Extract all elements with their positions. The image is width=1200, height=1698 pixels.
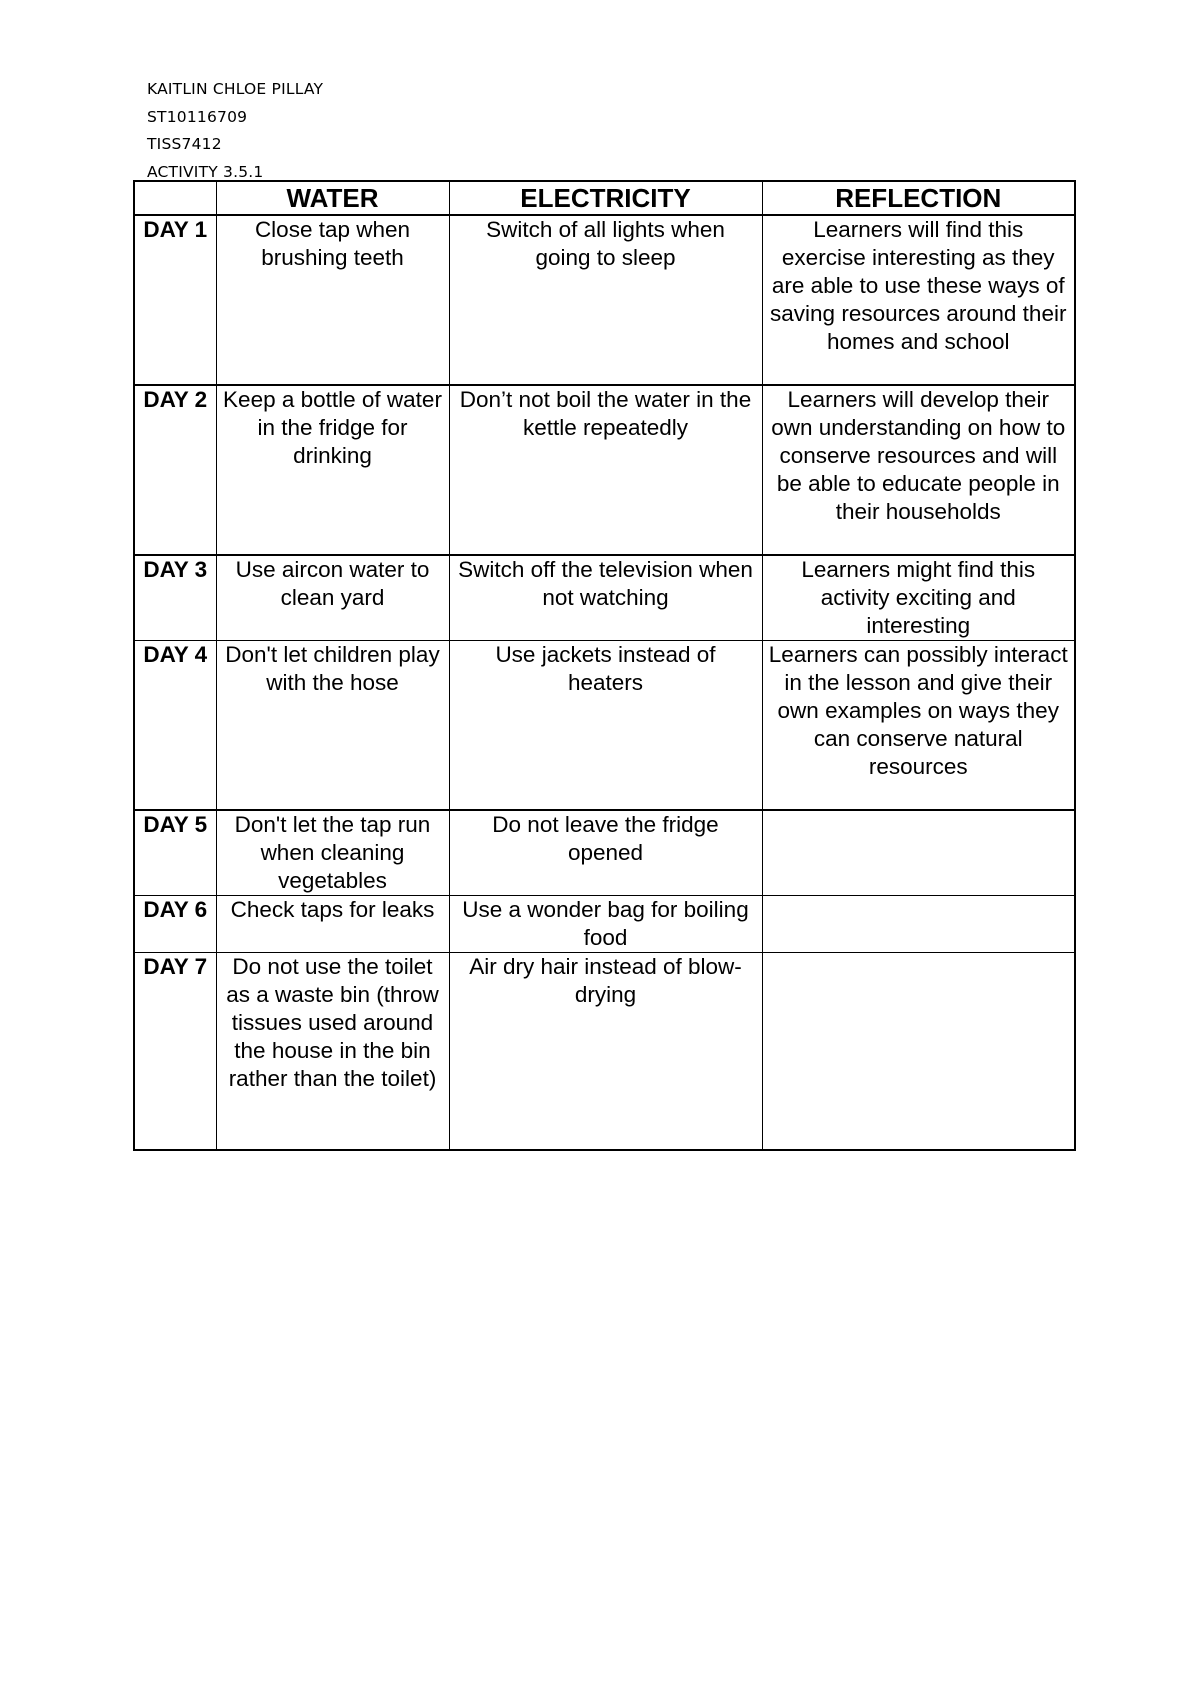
document-header	[147, 76, 323, 186]
day-cell: DAY 7	[134, 953, 216, 1151]
reflection-cell: Learners might find this activity exciting and interesting	[762, 555, 1075, 641]
electricity-cell: Air dry hair instead of blow-drying	[449, 953, 762, 1151]
day-cell: DAY 2	[134, 385, 216, 555]
reflection-cell	[762, 896, 1075, 953]
day-cell: DAY 1	[134, 215, 216, 385]
reflection-cell: Learners can possibly interact in the lesson and give their own examples on ways they can conserve natural resources	[762, 641, 1075, 811]
day-cell: DAY 6	[134, 896, 216, 953]
water-cell: Don't let children play with the hose	[216, 641, 449, 811]
column-header-electricity: ELECTRICITY	[449, 181, 762, 215]
water-cell: Keep a bottle of water in the fridge for drinking	[216, 385, 449, 555]
electricity-cell: Switch of all lights when going to sleep	[449, 215, 762, 385]
electricity-cell: Do not leave the fridge opened	[449, 810, 762, 896]
table-row	[134, 896, 1075, 953]
activity-title: ACTIVITY 3.5.1	[147, 162, 264, 181]
table-row	[134, 385, 1075, 555]
water-cell: Do not use the toilet as a waste bin (throw tissues used around the house in the bin rather than the toilet)	[216, 953, 449, 1151]
table-row	[134, 641, 1075, 811]
electricity-cell: Don’t not boil the water in the kettle repeatedly	[449, 385, 762, 555]
water-cell: Check taps for leaks	[216, 896, 449, 953]
module-code: TISS7412	[147, 135, 222, 153]
reflection-cell	[762, 810, 1075, 896]
electricity-cell: Use a wonder bag for boiling food	[449, 896, 762, 953]
table-row	[134, 215, 1075, 385]
table-row	[134, 555, 1075, 641]
column-header-reflection: REFLECTION	[762, 181, 1075, 215]
water-cell: Don't let the tap run when cleaning vegetables	[216, 810, 449, 896]
column-header-day	[134, 181, 216, 215]
electricity-cell: Use jackets instead of heaters	[449, 641, 762, 811]
electricity-cell: Switch off the television when not watching	[449, 555, 762, 641]
reflection-cell	[762, 953, 1075, 1151]
table-row	[134, 953, 1075, 1151]
water-cell: Close tap when brushing teeth	[216, 215, 449, 385]
reflection-cell: Learners will develop their own understanding on how to conserve resources and will be able to educate people in their households	[762, 385, 1075, 555]
water-cell: Use aircon water to clean yard	[216, 555, 449, 641]
resource-saving-table	[133, 180, 1076, 1151]
table-header-row	[134, 181, 1075, 215]
column-header-water: WATER	[216, 181, 449, 215]
reflection-cell: Learners will find this exercise interesting as they are able to use these ways of saving resources around their homes and school	[762, 215, 1075, 385]
student-number: ST10116709	[147, 107, 248, 126]
table-row	[134, 810, 1075, 896]
day-cell: DAY 4	[134, 641, 216, 811]
student-name: KAITLIN CHLOE PILLAY	[147, 80, 324, 98]
day-cell: DAY 3	[134, 555, 216, 641]
day-cell: DAY 5	[134, 810, 216, 896]
